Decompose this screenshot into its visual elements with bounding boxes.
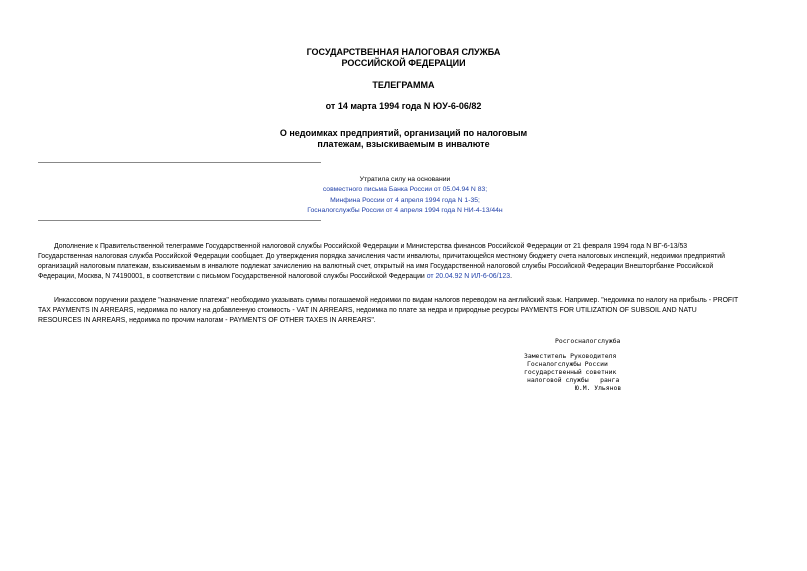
agency-name-line2: РОССИЙСКОЙ ФЕДЕРАЦИИ <box>341 58 466 68</box>
body-paragraph-2 <box>38 296 770 326</box>
signature-position-line3: государственный советник <box>524 368 617 376</box>
status-ref-link-3[interactable]: Госналогслужбы России от 4 апреля 1994 года N НИ-4-13/44н <box>307 207 503 214</box>
divider-top <box>38 162 321 163</box>
signature-position-line2: Госналогслужбы России <box>527 360 608 368</box>
paragraph-1-line-4-end: . <box>510 273 512 280</box>
body-paragraph-1 <box>38 242 770 282</box>
signature-organization: Росгосналогслужба <box>555 337 621 345</box>
signature-position-line4: налоговой службы ранга <box>527 376 620 384</box>
status-ref-link-1[interactable]: совместного письма Банка России от 05.04.94 N 83; <box>322 186 488 193</box>
paragraph-2-line-1: Инкассовом поручении разделе "назначение платежа" необходимо указывать суммы погашаемой недоимки по видам налогов переводом на английский язык. Например. "недоимка по налогу на прибыль - PROFIT <box>54 297 739 304</box>
signature-position-line1: Заместитель Руководителя <box>524 352 617 360</box>
paragraph-2-line-3: RESOURCES IN ARREARS, недоимка по прочим налогам - PAYMENTS OF OTHER TAXES IN ARREARS". <box>38 317 376 324</box>
law-reference-link[interactable]: от 20.04.92 N ИЛ-6-06/123 <box>426 273 511 280</box>
document-subject-line2: платежам, взыскиваемым в инвалюте <box>317 139 490 149</box>
paragraph-1-line-2: Государственная налоговая служба Российской Федерации сообщает. До утверждения порядка зачисления части инвалюты, причитающейся местному бюджету счета налоговых инспекций, недоимки предприятий <box>38 253 725 260</box>
paragraph-2-line-2: TAX PAYMENTS IN ARREARS, недоимка по налогу на добавленную стоимость - VAT IN ARREARS, недоимка по плате за недра и природные ресурсы PAYMENTS FOR UTILIZATION OF SUBSOIL AND NATU <box>38 307 697 314</box>
document-subject-line1: О недоимках предприятий, организаций по налоговым <box>279 128 528 138</box>
document-date-number: от 14 марта 1994 года N ЮУ-6-06/82 <box>325 101 482 111</box>
status-intro: Утратила силу на основании <box>359 176 451 183</box>
status-ref-link-2[interactable]: Минфина России от 4 апреля 1994 года N 1-35; <box>330 197 480 204</box>
divider-bottom <box>38 220 321 221</box>
agency-name-line1: ГОСУДАРСТВЕННАЯ НАЛОГОВАЯ СЛУЖБА <box>306 47 501 57</box>
paragraph-1-line-4-text: Федерации, Москва, N 74190001, в соответствии с письмом Государственной налоговой службы Российской Федерации <box>38 273 427 280</box>
paragraph-1-line-3: организаций налоговым платежам, взыскиваемым в инвалюте подлежат зачислению на валютный счет, открытый на имя Государственной налоговой службы Российской Федерации Внешторгбанке Российской <box>38 263 714 270</box>
paragraph-1-line-1: Дополнение к Правительственной телеграмме Государственной налоговой службы Российской Федерации и Министерства финансов Российской Федерации от 21 февраля 1994 года N ВГ-6-13/53 <box>54 243 688 250</box>
signature-name: Ю.М. Ульянов <box>575 384 622 392</box>
paragraph-1-line-4 <box>38 272 770 282</box>
document-type: ТЕЛЕГРАММА <box>372 80 435 90</box>
